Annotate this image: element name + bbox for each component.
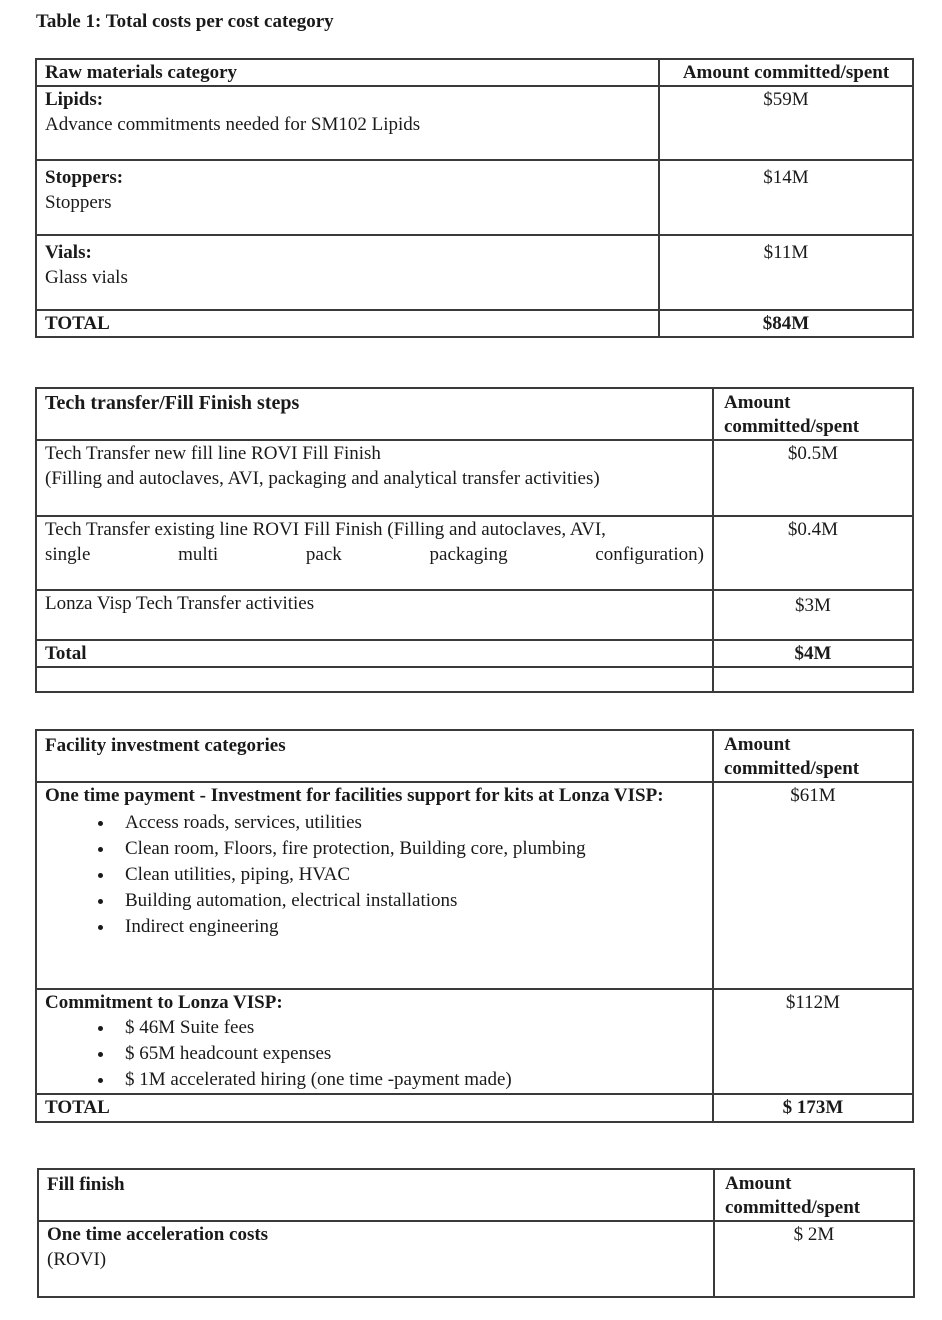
category-cell xyxy=(36,782,713,989)
row-title: Stoppers: xyxy=(45,167,124,188)
category-cell xyxy=(36,989,713,1094)
amount-header-line1: Amount xyxy=(725,1173,792,1194)
list-item: • $ 65M headcount expenses xyxy=(115,1041,704,1067)
list-item: • Clean room, Floors, fire protection, Building core, plumbing xyxy=(115,836,704,862)
category-cell xyxy=(36,440,713,516)
bullet-list xyxy=(45,810,704,940)
table-header-row xyxy=(36,730,913,782)
category-cell xyxy=(38,1221,714,1297)
fill-finish-table xyxy=(37,1168,915,1298)
list-item: • Building automation, electrical installations xyxy=(115,888,704,914)
table-header-row xyxy=(36,59,913,86)
row-description: (ROVI) xyxy=(47,1249,107,1270)
amount-cell: $14M xyxy=(659,160,913,235)
bullet-list xyxy=(45,1015,704,1093)
row-description: Advance commitments needed for SM102 Lipids xyxy=(45,114,421,135)
list-item: • $ 1M accelerated hiring (one time -payment made) xyxy=(115,1067,704,1093)
amount-header-line1: Amount xyxy=(724,734,791,755)
list-item: • Access roads, services, utilities xyxy=(115,810,704,836)
amount-cell: $59M xyxy=(659,86,913,160)
row-title: One time payment - Investment for facilities support for kits at Lonza VISP: xyxy=(45,785,664,806)
amount-header: Amount committed/spent xyxy=(659,59,913,86)
total-label: TOTAL xyxy=(36,1094,713,1122)
amount-cell: $ 2M xyxy=(714,1221,914,1297)
amount-header-line2: committed/spent xyxy=(724,758,860,779)
table-row xyxy=(36,590,913,640)
table-row xyxy=(38,1221,914,1297)
total-row xyxy=(36,310,913,337)
row-description: Glass vials xyxy=(45,267,128,288)
facility-investment-table xyxy=(35,729,914,1123)
row-description: Stoppers xyxy=(45,192,112,213)
row-line1: Tech Transfer existing line ROVI Fill Finish (Filling and autoclaves, AVI, xyxy=(45,519,606,540)
table-row xyxy=(36,235,913,310)
raw-materials-table xyxy=(35,58,914,338)
empty-cell xyxy=(713,667,913,692)
tech-transfer-table xyxy=(35,387,914,693)
amount-header-line2: committed/spent xyxy=(725,1197,861,1218)
row-title: Lipids: xyxy=(45,89,104,110)
empty-row xyxy=(36,667,913,692)
amount-cell: $112M xyxy=(713,989,913,1094)
amount-cell: $0.4M xyxy=(713,516,913,590)
total-label: TOTAL xyxy=(36,310,659,337)
table-row xyxy=(36,782,913,989)
row-title: Vials: xyxy=(45,242,92,263)
category-cell xyxy=(36,235,659,310)
total-row xyxy=(36,640,913,667)
empty-cell xyxy=(36,667,713,692)
amount-header-line1: Amount xyxy=(724,392,791,413)
list-item: • $ 46M Suite fees xyxy=(115,1015,704,1041)
amount-header xyxy=(714,1169,914,1221)
category-cell xyxy=(36,86,659,160)
table-caption: Table 1: Total costs per cost category xyxy=(36,11,334,32)
row-line2: (Filling and autoclaves, AVI, packaging and analytical transfer activities) xyxy=(45,468,600,489)
table-header-row xyxy=(38,1169,914,1221)
table-header-row xyxy=(36,388,913,440)
amount-header xyxy=(713,388,913,440)
category-header: Facility investment categories xyxy=(36,730,713,782)
table-row xyxy=(36,516,913,590)
total-amount: $4M xyxy=(713,640,913,667)
category-header: Fill finish xyxy=(38,1169,714,1221)
table-row xyxy=(36,86,913,160)
category-header: Raw materials category xyxy=(36,59,659,86)
total-amount: $ 173M xyxy=(713,1094,913,1122)
table-row xyxy=(36,440,913,516)
list-item: • Clean utilities, piping, HVAC xyxy=(115,862,704,888)
total-label: Total xyxy=(36,640,713,667)
amount-header xyxy=(713,730,913,782)
row-line2: single multi pack packaging configuration) xyxy=(45,544,704,565)
amount-cell: $0.5M xyxy=(713,440,913,516)
row-title: Commitment to Lonza VISP: xyxy=(45,992,283,1013)
table-row xyxy=(36,160,913,235)
category-cell xyxy=(36,516,713,590)
amount-cell: $11M xyxy=(659,235,913,310)
category-header: Tech transfer/Fill Finish steps xyxy=(36,388,713,440)
amount-cell: $3M xyxy=(713,590,913,640)
row-title: One time acceleration costs xyxy=(47,1224,269,1245)
category-cell: Lonza Visp Tech Transfer activities xyxy=(36,590,713,640)
amount-cell: $61M xyxy=(713,782,913,989)
total-amount: $84M xyxy=(659,310,913,337)
amount-header-line2: committed/spent xyxy=(724,416,860,437)
row-line1: Tech Transfer new fill line ROVI Fill Finish xyxy=(45,443,381,464)
category-cell xyxy=(36,160,659,235)
total-row xyxy=(36,1094,913,1122)
table-row xyxy=(36,989,913,1094)
list-item: • Indirect engineering xyxy=(115,914,704,940)
